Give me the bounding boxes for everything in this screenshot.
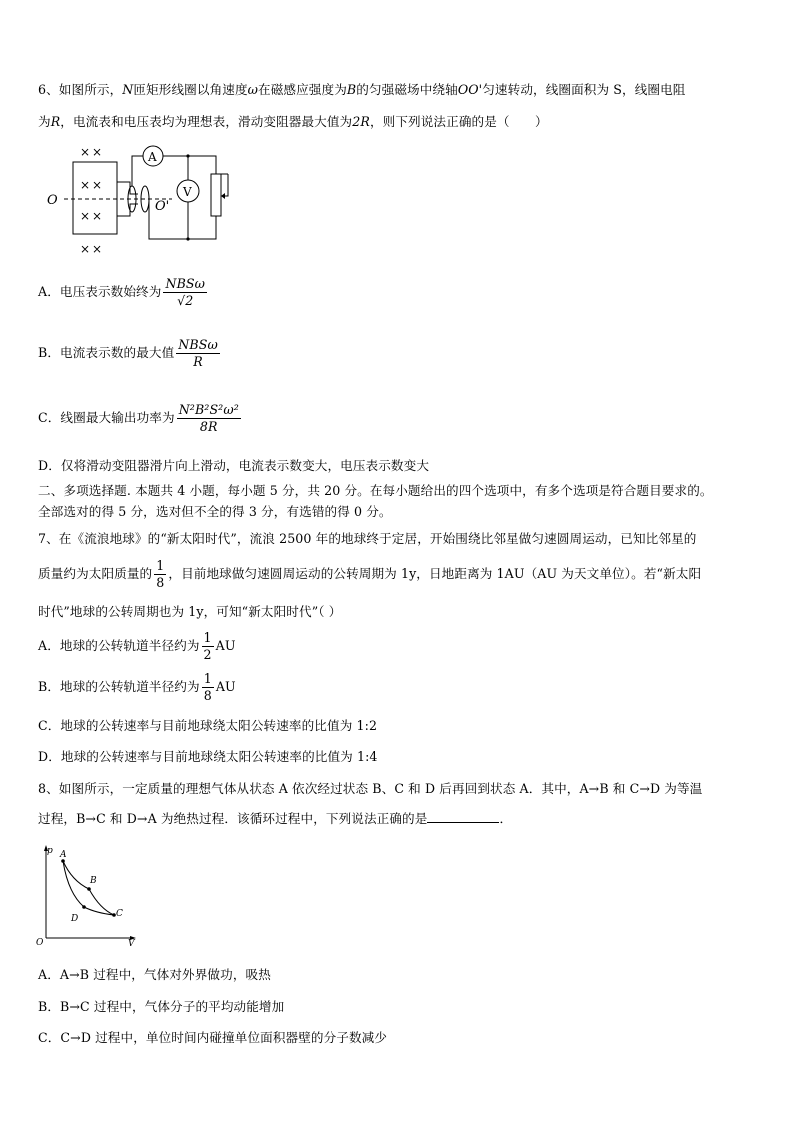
cross-mark: ×: [92, 178, 103, 192]
q6-option-a: [38, 276, 209, 309]
option-text: A．地球的公转轨道半径约为: [38, 638, 200, 653]
q7-text: ，目前地球做匀速圆周运动的公转周期为 1y，日地距离为 1AU（AU 为天文单位）。若“新太阳: [168, 566, 702, 581]
q6-text: ，则下列说法正确的是（ ）: [369, 114, 548, 129]
section2-instructions-line1: 二、多项选择题. 本题共 4 小题，每小题 5 分，共 20 分。在每小题给出的四个选项中，有多个选项是符合题目要求的。: [38, 483, 713, 498]
junction-dot: [186, 237, 189, 240]
slider-arrow: [221, 193, 225, 199]
option-text: C．线圈最大输出功率为: [38, 410, 175, 425]
label-D: D: [71, 914, 79, 924]
q8-option-a: A．A→B 过程中，气体对外界做功，吸热: [38, 967, 271, 982]
q7-option-d: D．地球的公转速率与目前地球绕太阳公转速率的比值为 1:4: [38, 749, 378, 764]
label-O: O: [47, 193, 58, 208]
var-B: B: [346, 82, 357, 97]
wire: [132, 156, 143, 186]
fraction: $\frac{\text{NBSω}}{R}$: [178, 337, 218, 369]
q8-stem-line1: 8、如图所示，一定质量的理想气体从状态 A 依次经过状态 B、C 和 D 后再回到状态 A．其中，A→B 和 C→D 为等温: [38, 781, 703, 796]
q6-text: 6、如图所示，: [38, 82, 123, 97]
label-O-prime: O': [155, 199, 170, 214]
cross-mark: ×: [80, 242, 91, 256]
cross-mark: ×: [80, 145, 91, 159]
fraction: $\frac{\text{N²B²S²ω²}}{8R}$: [178, 402, 239, 434]
voltmeter-label: V: [183, 185, 192, 199]
var-OO: OO': [457, 82, 483, 97]
cross-mark: ×: [92, 145, 103, 159]
rheostat: [211, 174, 221, 216]
coil-rectangle: [73, 162, 117, 234]
lead-wire: [117, 204, 138, 216]
q8-option-b: B．B→C 过程中，气体分子的平均动能增加: [38, 999, 285, 1014]
fraction: $\frac{1}{2}$: [203, 630, 212, 662]
fraction: $\frac{1}{8}$: [156, 558, 165, 590]
q8-pv-diagram: [36, 843, 140, 947]
var-2R: 2R: [352, 114, 370, 129]
q7-stem-line3: 时代”地球的公转周期也为 1y，可知“新太阳时代”（ ）: [38, 604, 342, 619]
q6-text: 的匀强磁场中绕轴: [356, 82, 458, 97]
q7-stem-line2: [38, 558, 701, 591]
q6-option-b: [38, 337, 222, 370]
q7-option-c: C．地球的公转速率与目前地球绕太阳公转速率的比值为 1:2: [38, 718, 378, 733]
cross-mark: ×: [80, 209, 91, 223]
curve-A-to-B: [63, 861, 89, 889]
q6-text: 为: [38, 114, 51, 129]
q6-option-c: [38, 402, 243, 435]
q6-circuit-figure: [42, 142, 252, 256]
q8-text: 过程，B→C 和 D→A 为绝热过程．该循环过程中，下列说法正确的是: [38, 811, 428, 826]
option-text: A．电压表示数始终为: [38, 284, 162, 299]
cross-mark: ×: [92, 209, 103, 223]
cross-mark: ×: [92, 242, 103, 256]
axis-label-p: p: [47, 846, 53, 856]
q6-stem-line2: [38, 113, 548, 131]
label-B: B: [90, 876, 97, 886]
q7-option-b: [38, 671, 236, 704]
q6-text: ，电流表和电压表均为理想表，滑动变阻器最大值为: [60, 114, 353, 129]
section2-instructions-line2: 全部选对的得 5 分，选对但不全的得 3 分，有选错的得 0 分。: [38, 504, 392, 519]
lead-wire: [117, 182, 138, 194]
q8-option-c: C．C→D 过程中，单位时间内碰撞单位面积器壁的分子数减少: [38, 1030, 388, 1045]
q6-stem-line1: [38, 81, 685, 99]
option-unit: AU: [215, 638, 236, 653]
state-point-D: [82, 905, 86, 909]
option-text: B．电流表示数的最大值: [38, 345, 175, 360]
label-A: A: [60, 850, 67, 860]
q8-stem-line2: 过程，B→C 和 D→A 为绝热过程．该循环过程中，下列说法正确的是 ．: [38, 811, 513, 826]
label-C: C: [116, 909, 123, 919]
fraction: $\frac{1}{8}$: [203, 671, 212, 703]
state-point-B: [87, 887, 91, 891]
cross-mark: ×: [80, 178, 91, 192]
q6-text: 匝矩形线圈以角速度: [133, 82, 248, 97]
origin-label: O: [36, 938, 44, 947]
option-unit: AU: [215, 679, 236, 694]
var-N: N: [122, 82, 134, 97]
answer-blank: [427, 810, 499, 823]
wire: [163, 156, 216, 174]
junction-dot: [186, 154, 189, 157]
fraction: $\frac{\text{NBSω}}{√2}$: [165, 276, 206, 308]
q6-option-d: D．仅将滑动变阻器滑片向上滑动，电流表示数变大，电压表示数变大: [38, 458, 430, 473]
q7-text: 质量约为太阳质量的: [38, 566, 153, 581]
var-omega: ω: [247, 82, 259, 97]
q6-text: 匀速转动，线圈面积为 S，线圈电阻: [482, 82, 686, 97]
q7-option-a: [38, 630, 236, 663]
axis-label-V: V: [128, 939, 135, 947]
curve-C-to-D: [84, 907, 114, 915]
q7-stem-line1: 7、在《流浪地球》的“新太阳时代”，流浪 2500 年的地球终于定居，开始围绕比邻星做匀速圆周运动，已知比邻星的: [38, 531, 697, 546]
var-R: R: [50, 114, 61, 129]
ammeter-label: A: [148, 150, 157, 164]
option-text: B．地球的公转轨道半径约为: [38, 679, 200, 694]
q6-text: 在磁感应强度为: [258, 82, 347, 97]
